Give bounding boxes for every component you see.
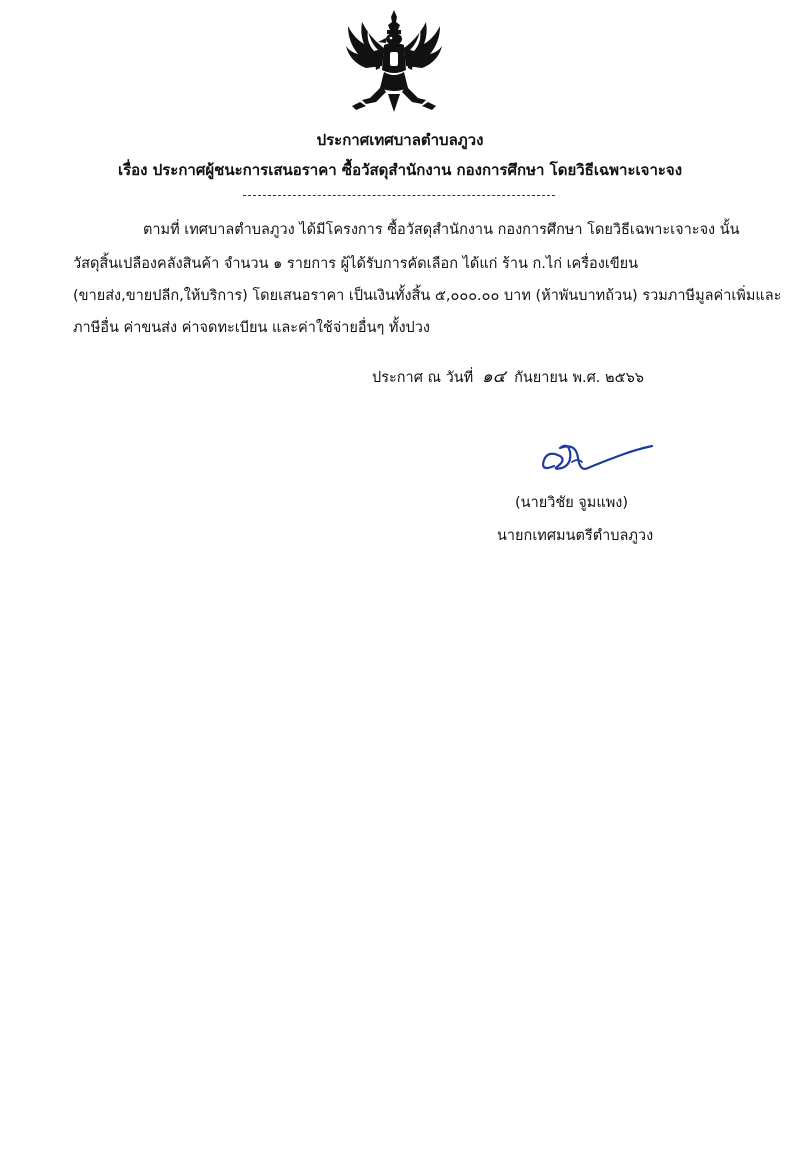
announcement-date [372,367,644,388]
signer-title: นายกเทศมนตรีตำบลภูวง [497,528,654,544]
body-line: วัสดุสิ้นเปลืองคลังสินค้า จำนวน ๑ รายการ ผู้ได้รับการคัดเลือก ได้แก่ ร้าน ก.ไก่ เครื่องเขียน [73,256,639,272]
date-day: ๑๔ [481,367,506,387]
garuda-emblem-icon [340,8,448,116]
body-line: ตามที่ เทศบาลตำบลภูวง ได้มีโครงการ ซื้อวัสดุสำนักงาน กองการศึกษา โดยวิธีเฉพาะเจาะจง นั้น [143,222,740,238]
announcement-subject: เรื่อง ประกาศผู้ชนะการเสนอราคา ซื้อวัสดุสำนักงาน กองการศึกษา โดยวิธีเฉพาะเจาะจง [117,161,683,179]
body-line: (ขายส่ง,ขายปลีก,ให้บริการ) โดยเสนอราคา เป็นเงินทั้งสิ้น ๕,๐๐๐.๐๐ บาท (ห้าพันบาทถ้วน) รวมภาษีมูลค่าเพิ่มและ [73,288,782,304]
handwritten-signature-icon [532,432,660,482]
dashed-divider [243,195,555,196]
signer-name: (นายวิชัย จูมแพง) [515,495,628,511]
date-month-year: กันยายน พ.ศ. ๒๕๖๖ [514,370,644,386]
date-prefix: ประกาศ ณ วันที่ [372,370,474,386]
announcement-organization: ประกาศเทศบาลตำบลภูวง [316,131,484,149]
body-line: ภาษีอื่น ค่าขนส่ง ค่าจดทะเบียน และค่าใช้จ่ายอื่นๆ ทั้งปวง [73,320,430,336]
